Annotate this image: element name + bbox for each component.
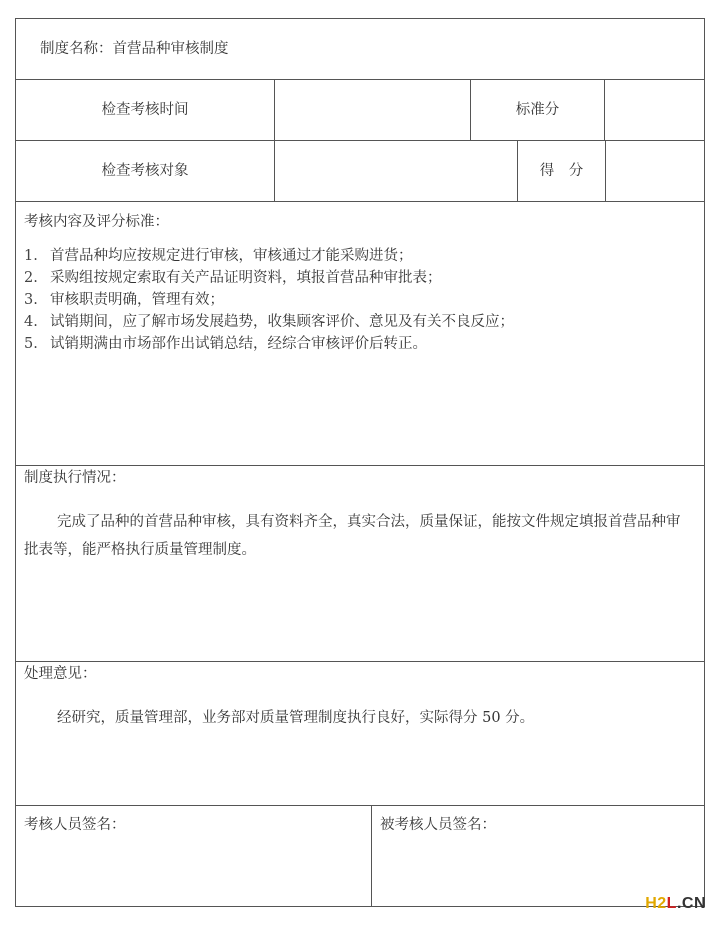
list-item-text: 首营品种均应按规定进行审核，审核通过才能采购进货； [50,248,413,264]
divider [371,805,372,906]
list-item-text: 审核职责明确，管理有效； [50,292,224,308]
list-item [24,267,514,289]
divider [16,79,704,80]
divider [604,79,605,140]
divider [16,140,704,141]
opinion-text: 经研究，质量管理部，业务部对质量管理制度执行良好，实际得分 50 分。 [57,710,535,726]
system-name [40,39,229,59]
examinee-signature-label: 被考核人员签名： [380,817,496,833]
divider [274,140,275,201]
list-item [24,311,514,333]
divider [16,661,704,662]
list-item-number: 1. [24,248,38,264]
list-item [24,245,514,267]
list-item-number: 5. [24,336,38,352]
divider [605,140,606,201]
list-item-text: 试销期满由市场部作出试销总结，经综合审核评价后转正。 [50,336,427,352]
list-item [24,289,514,311]
list-item [24,333,514,355]
standard-score-label: 标准分 [515,102,560,118]
assessment-form [15,18,705,907]
opinion-heading: 处理意见： [24,666,97,682]
criteria-heading: 考核内容及评分标准： [24,214,169,230]
check-object-label: 检查考核对象 [101,163,189,179]
criteria-list [24,245,514,355]
divider [274,79,275,140]
system-name-label: 制度名称： [40,41,113,57]
list-item-number: 2. [24,270,38,286]
divider [16,805,704,806]
divider [16,201,704,202]
list-item-number: 3. [24,292,38,308]
list-item-text: 采购组按规定索取有关产品证明资料，填报首营品种审批表； [50,270,442,286]
score-label: 得 分 [539,163,584,179]
system-name-value: 首营品种审核制度 [112,41,229,57]
check-time-label: 检查考核时间 [101,102,189,118]
site-watermark-logo: H2L.CN [645,895,706,912]
divider [16,465,704,466]
execution-heading: 制度执行情况： [24,470,126,486]
execution-text: 完成了品种的首营品种审核，具有资料齐全，真实合法，质量保证，能按文件规定填报首营品种审批表等，能严格执行质量管理制度。 [24,514,681,558]
examiner-signature-label: 考核人员签名： [24,817,126,833]
list-item-number: 4. [24,314,38,330]
list-item-text: 试销期间，应了解市场发展趋势，收集顾客评价、意见及有关不良反应； [50,314,514,330]
